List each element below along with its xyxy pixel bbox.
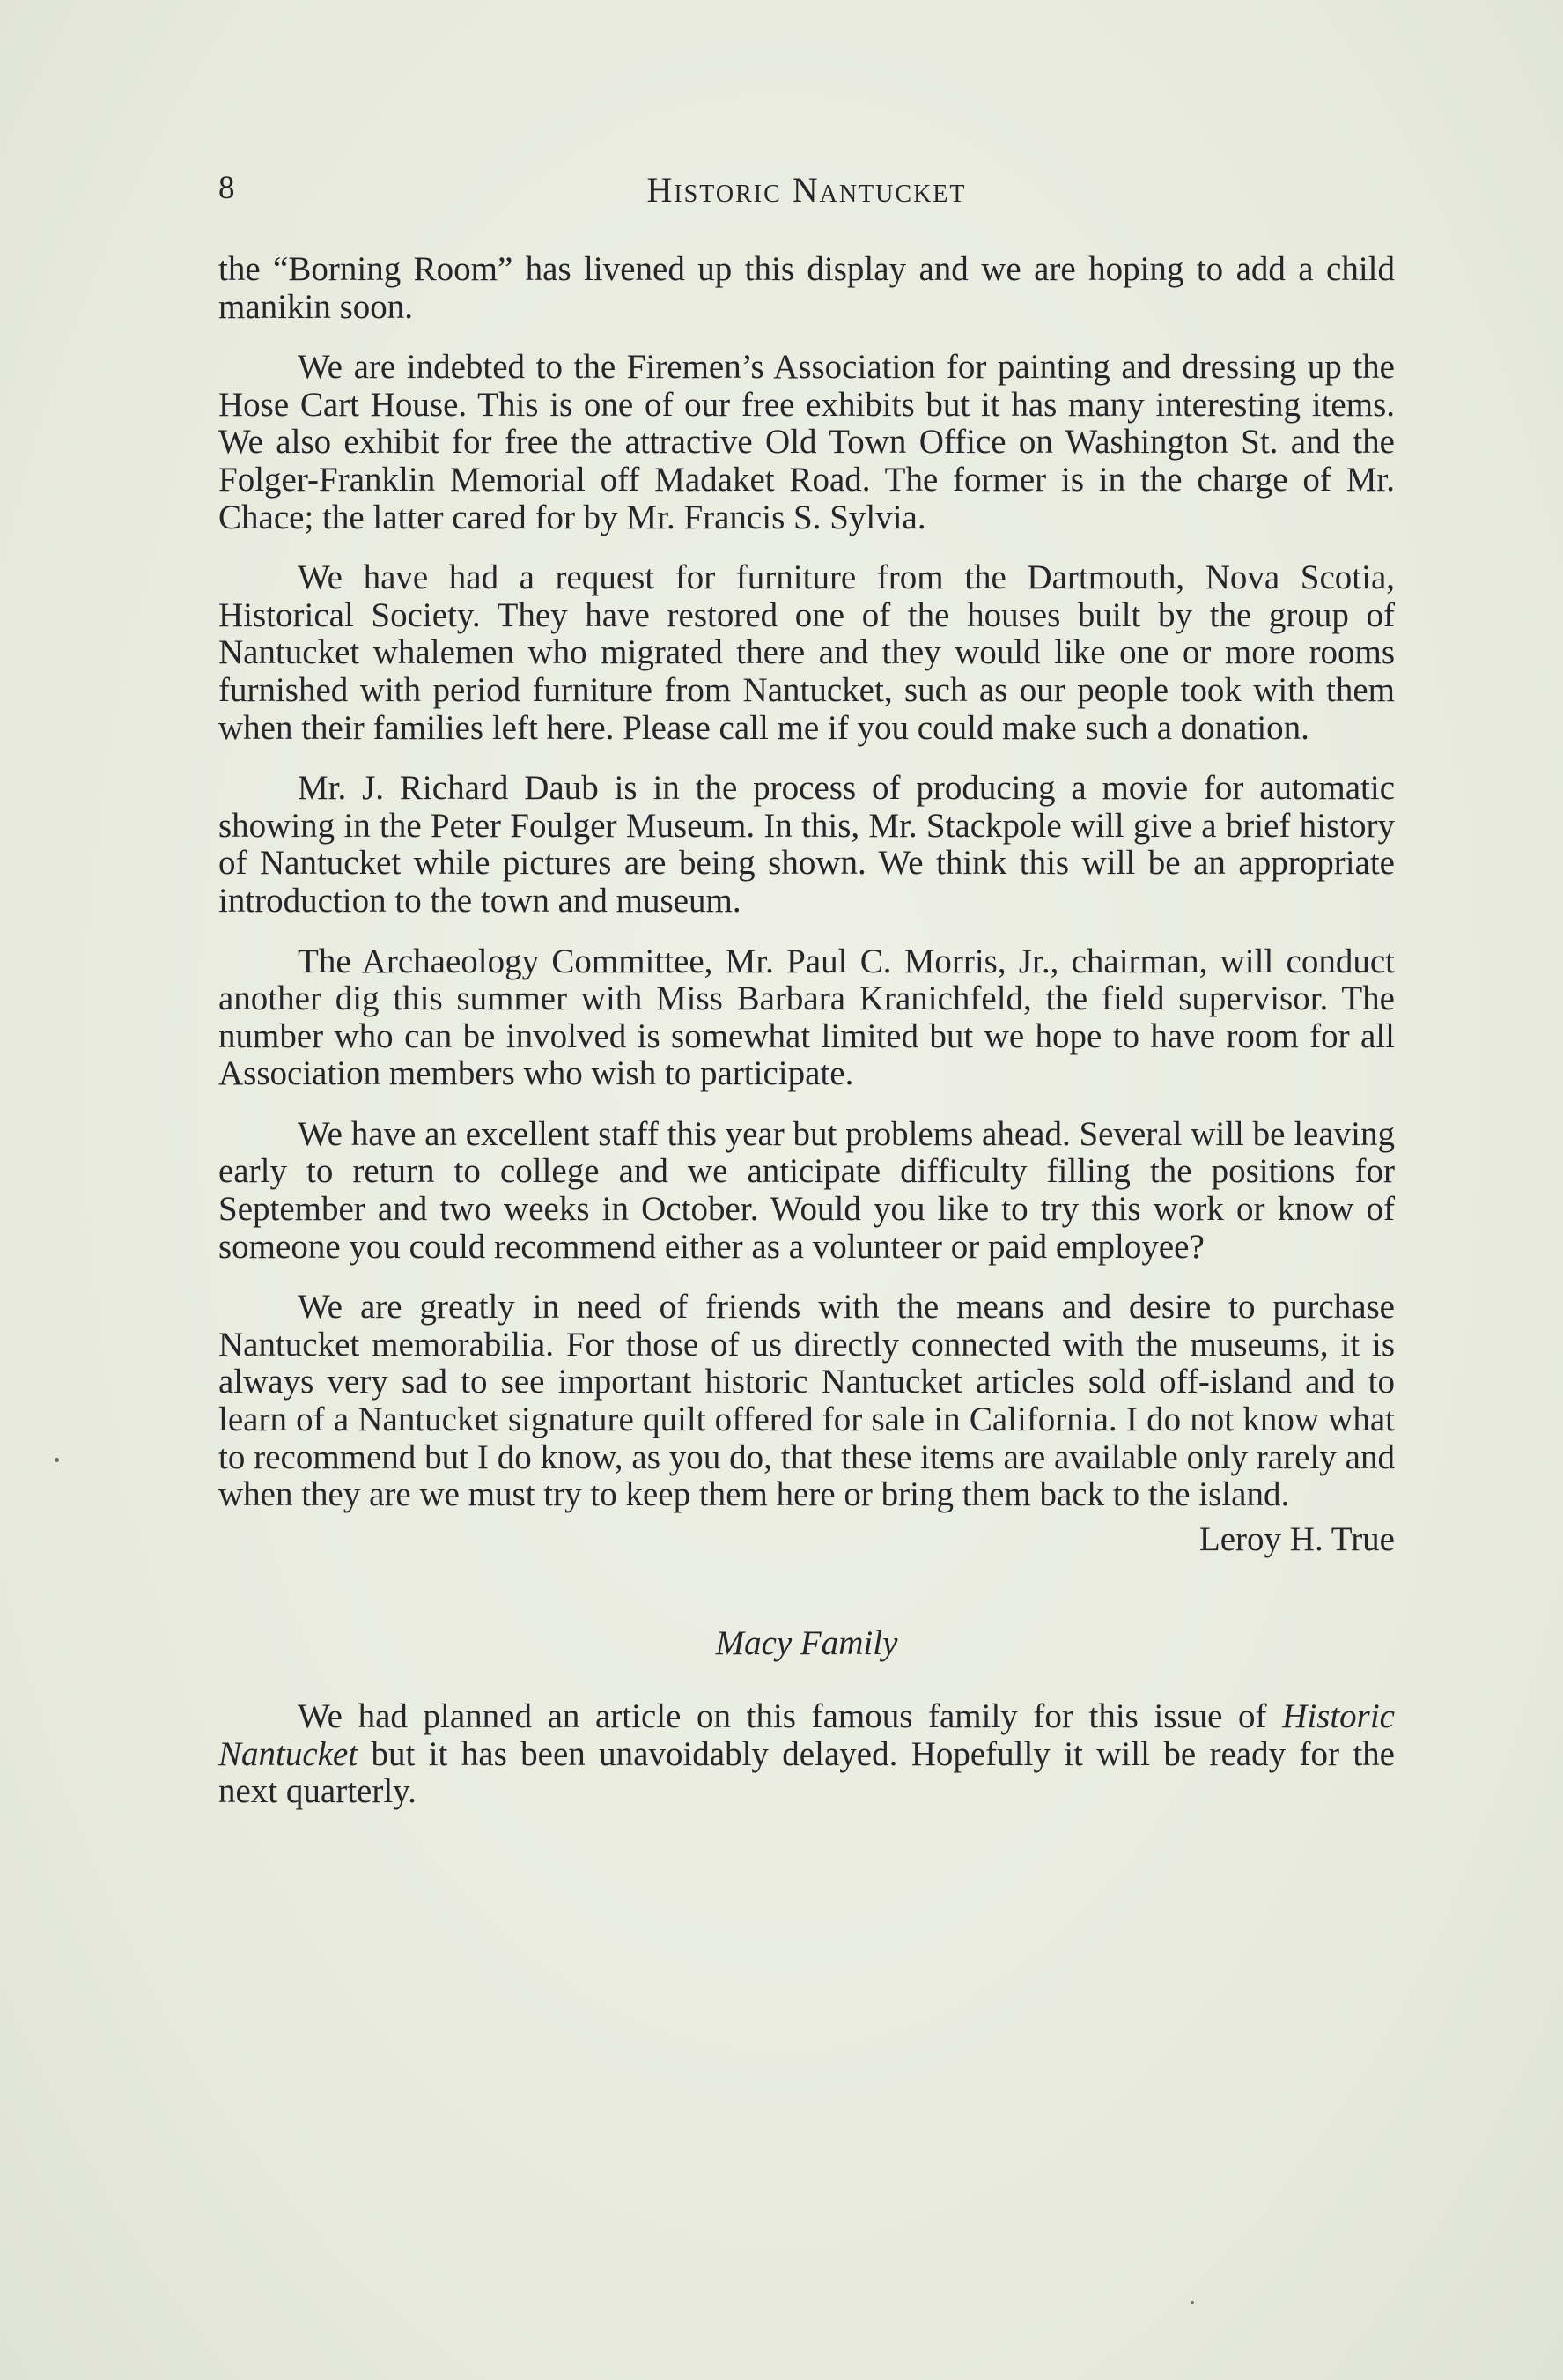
paragraph: the “Borning Room” has livened up this display and we are hoping to add a child manikin soon.	[218, 250, 1395, 326]
paragraph: We are indebted to the Firemen’s Association for painting and dressing up the Hose Cart House. This is one of our free exhibits but it has many interesting items. We also exhibit for free the attractive Old Town Office on Washington St. and the Folger-Franklin Memorial off Madaket Road. The former is in the charge of Mr. Chace; the latter cared for by Mr. Francis S. Sylvia.	[218, 348, 1395, 536]
paragraph: We are greatly in need of friends with the means and desire to purchase Nantucket memorabilia. For those of us directly connected with the museums, it is always very sad to see important historic Nantucket articles sold off-island and to learn of a Nantucket signature quilt offered for sale in California. I do not know what to recommend but I do know, as you do, that these items are available only rarely and when they are we must try to keep them here or bring them back to the island.	[218, 1288, 1395, 1514]
paragraph: We have an excellent staff this year but problems ahead. Several will be leaving early to return to college and we anticipate difficulty filling the positions for September and two weeks in October. Would you like to try this work or know of someone you could recommend either as a volunteer or paid employee?	[218, 1114, 1395, 1266]
paragraph: The Archaeology Committee, Mr. Paul C. Morris, Jr., chairman, will conduct another dig this summer with Miss Barbara Kranichfeld, the field supervisor. The number who can be involved is somewhat limited but we hope to have room for all Association members who wish to participate.	[218, 942, 1395, 1093]
section-text-after: but it has been unavoidably delayed. Hopefully it will be ready for the next quarterly.	[218, 1734, 1395, 1811]
print-speck	[55, 1458, 59, 1462]
section-paragraph	[218, 1698, 1395, 1811]
print-speck	[1191, 2301, 1194, 2304]
article-body	[218, 251, 1395, 1834]
section-title: Macy Family	[715, 1624, 898, 1663]
page-number: 8	[218, 170, 236, 206]
section-text-before: We had planned an article on this famous family for this issue of	[298, 1697, 1283, 1735]
paragraph: Mr. J. Richard Daub is in the process of producing a movie for automatic showing in the Peter Foulger Museum. In this, Mr. Stackpole will give a brief history of Nantucket while pictures are being shown. We think this will be an appropriate introduction to the town and museum.	[218, 769, 1395, 920]
signature: Leroy H. True	[1198, 1519, 1395, 1558]
running-head: Historic Nantucket	[646, 170, 967, 210]
publication-title: Historic Nantucket	[218, 1697, 1395, 1773]
paragraph: We have had a request for furniture from the Dartmouth, Nova Scotia, Historical Society. They have restored one of the houses built by the group of Nantucket whalemen who migrated there and they would like one or more rooms furnished with period furniture from Nantucket, such as our people took with them when their families left here. Please call me if you could make such a donation.	[218, 558, 1395, 747]
page-header	[218, 169, 1395, 213]
